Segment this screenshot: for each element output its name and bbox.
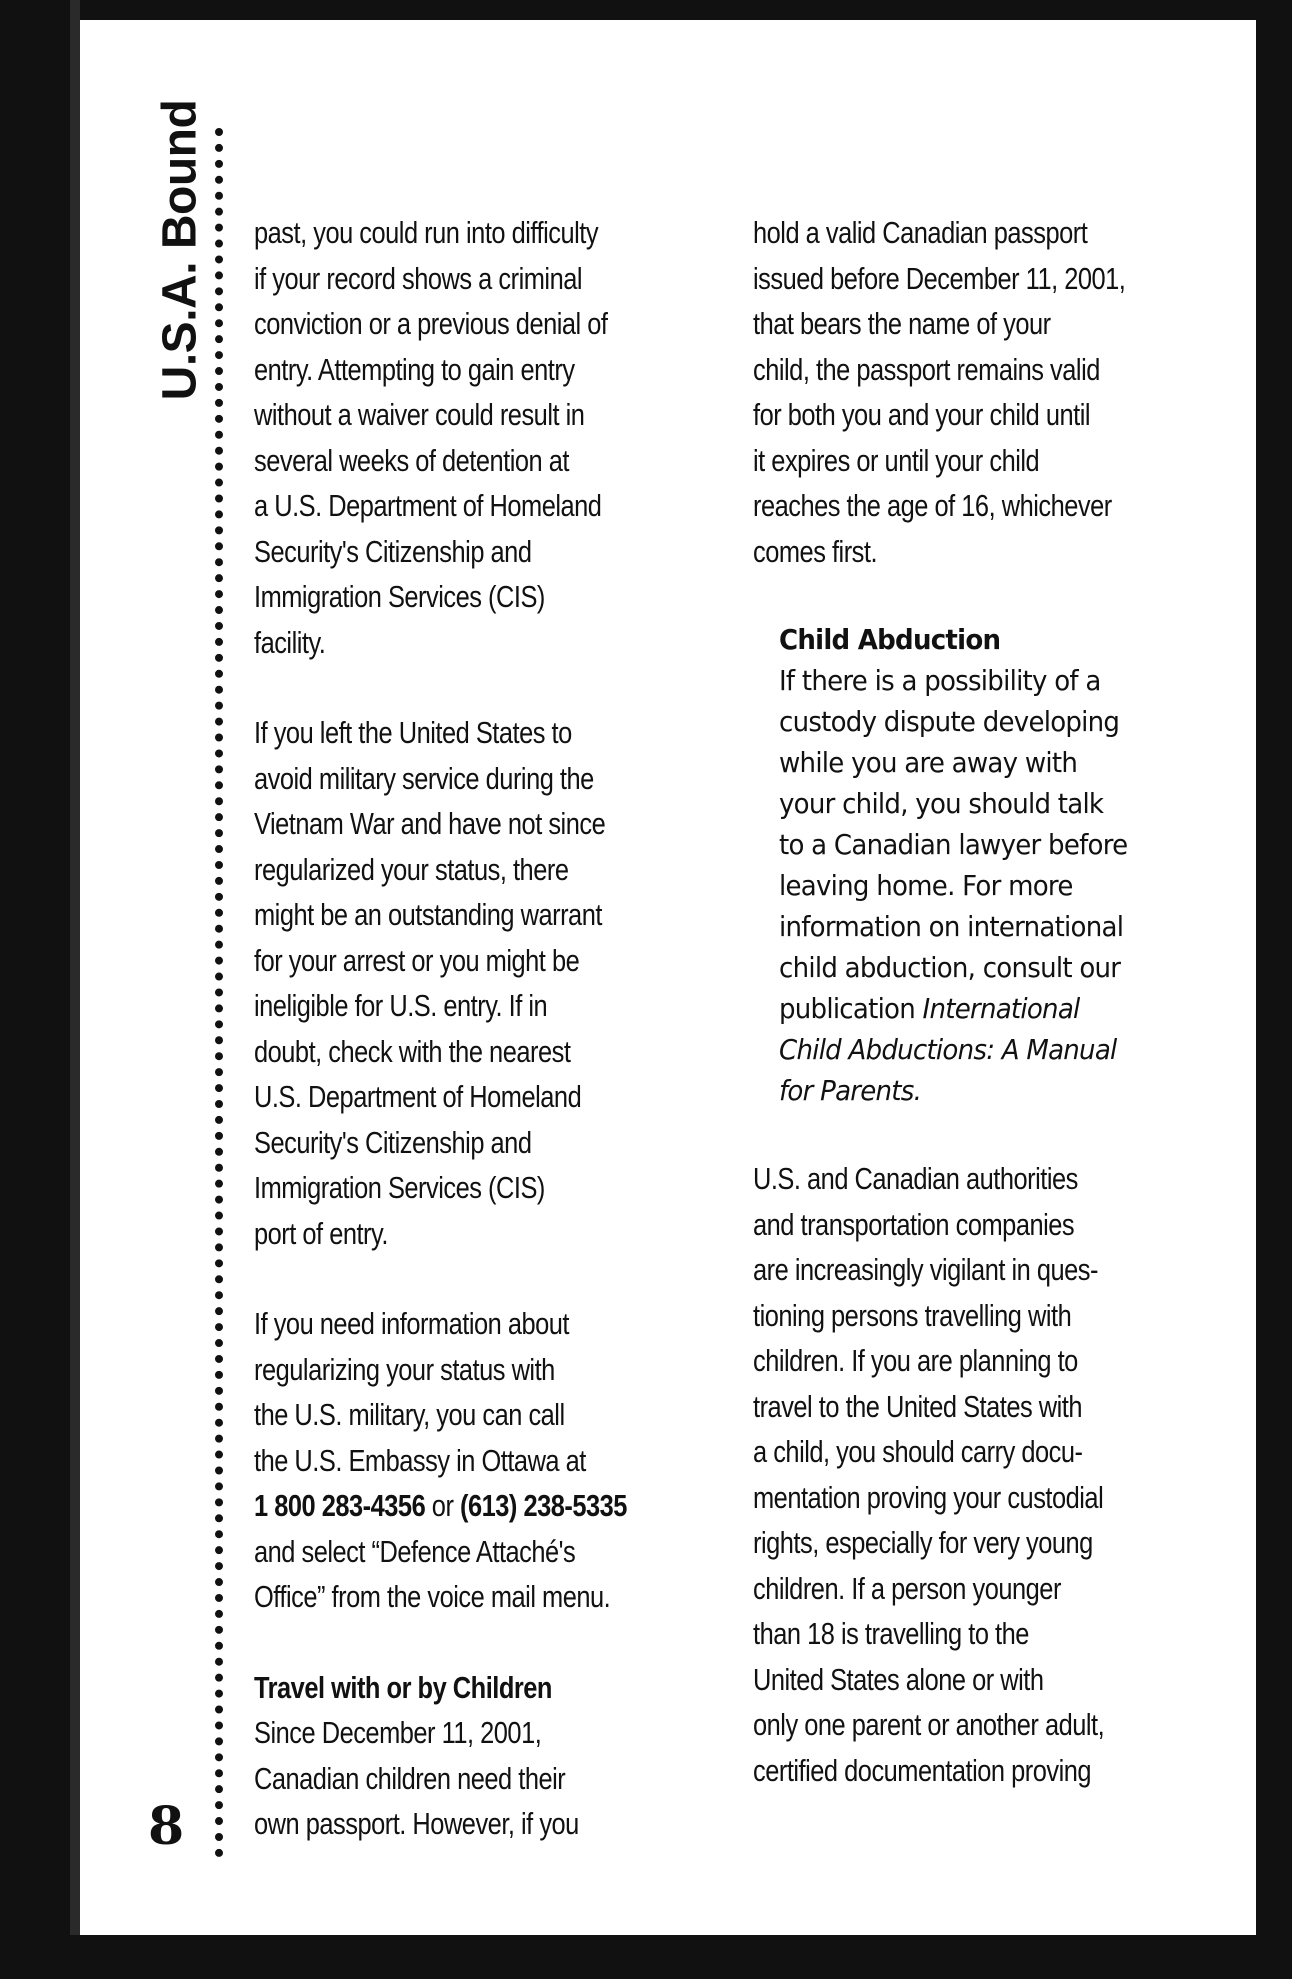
text-line: and select “Defence Attaché's [254, 1533, 576, 1569]
text-line: hold a valid Canadian passport [753, 215, 1088, 250]
text-line: regularized your status, there [254, 851, 569, 887]
text-line: for your arrest or you might be [254, 942, 580, 978]
text-line: Immigration Services (CIS) [254, 579, 545, 614]
text-line: the U.S. military, you can call [254, 1397, 565, 1432]
paragraph-military-service [254, 710, 724, 1256]
text-line: avoid military service during the [254, 760, 594, 796]
text-line: Office” from the voice mail menu. [254, 1579, 611, 1614]
text-line: own passport. However, if you [254, 1806, 579, 1841]
text-line: mentation proving your custodial [753, 1479, 1104, 1515]
paragraph-gap [254, 1620, 724, 1665]
text-line: your child, you should talk [779, 787, 1104, 820]
text-line: without a waiver could result in [254, 397, 585, 432]
left-column [254, 210, 724, 1847]
text-line: information on international [779, 910, 1124, 943]
paragraph-gap [753, 1111, 1223, 1156]
text-line: than 18 is travelling to the [753, 1616, 1029, 1651]
text-line: might be an outstanding warrant [254, 897, 602, 932]
text-line: several weeks of detention at [254, 442, 569, 478]
publication-prefix: publication [779, 992, 923, 1025]
text-line: children. If you are planning to [753, 1343, 1078, 1378]
text-line: it expires or until your child [753, 442, 1040, 478]
publication-title: for Parents. [779, 1074, 922, 1107]
text-line: only one parent or another adult, [753, 1707, 1105, 1742]
paragraph-gap [753, 574, 1223, 619]
text-line: ineligible for U.S. entry. If in [254, 988, 548, 1023]
text-line: facility. [254, 624, 326, 660]
text-line: Since December 11, 2001, [254, 1715, 542, 1750]
dotted-divider [215, 128, 223, 1858]
text-line: Security's Citizenship and [254, 533, 532, 569]
publication-title: Child Abductions: A Manual [779, 1033, 1117, 1066]
section-travel-with-children [254, 1665, 724, 1847]
text-line: Canadian children need their [254, 1760, 566, 1796]
paragraph-record-waiver [254, 210, 724, 665]
text-line: doubt, check with the nearest [254, 1033, 571, 1069]
sidebar-title: Child Abduction [779, 623, 1001, 656]
phone-or: or [425, 1488, 460, 1523]
page-number: 8 [148, 1796, 185, 1857]
text-line: Immigration Services (CIS) [254, 1170, 545, 1205]
text-line: if your record shows a criminal [254, 260, 583, 296]
scan-edge-left [0, 0, 80, 1979]
text-line: U.S. Department of Homeland [254, 1079, 582, 1114]
scan-edge-top [0, 0, 1292, 20]
text-line: If there is a possibility of a [779, 664, 1101, 697]
sidebar-child-abduction [779, 619, 1223, 1111]
text-line: custody dispute developing [779, 705, 1120, 738]
text-line: a U.S. Department of Homeland [254, 488, 602, 523]
text-line: are increasingly vigilant in ques- [753, 1252, 1098, 1287]
text-line: port of entry. [254, 1215, 388, 1251]
text-line: and transportation companies [753, 1206, 1075, 1242]
paragraph-custodial-documentation [753, 1156, 1223, 1793]
text-line: travel to the United States with [753, 1388, 1083, 1424]
scan-edge-right [1256, 0, 1292, 1979]
running-head: U.S.A. Bound [153, 99, 207, 401]
text-line: tioning persons travelling with [753, 1297, 1072, 1333]
text-line: a child, you should carry docu- [753, 1434, 1083, 1469]
text-line: conviction or a previous denial of [254, 306, 608, 341]
text-line: Vietnam War and have not since [254, 806, 606, 841]
text-line: the U.S. Embassy in Ottawa at [254, 1442, 586, 1478]
publication-title: International [922, 992, 1080, 1025]
phone-number-local: (613) 238-5335 [459, 1488, 627, 1523]
text-line [779, 988, 1192, 1029]
text-line: entry. Attempting to gain entry [254, 351, 575, 387]
text-line: rights, especially for very young [753, 1525, 1093, 1560]
text-line: issued before December 11, 2001, [753, 260, 1126, 296]
paragraph-gap [254, 665, 724, 710]
right-column [753, 210, 1223, 1793]
paragraph-embassy-contact [254, 1301, 724, 1620]
paragraph-gap [254, 1256, 724, 1301]
phone-number-toll-free: 1 800 283-4356 [254, 1488, 426, 1523]
text-line: leaving home. For more [779, 869, 1073, 902]
text-line: Security's Citizenship and [254, 1124, 532, 1160]
text-line: that bears the name of your [753, 306, 1051, 341]
text-line: United States alone or with [753, 1661, 1044, 1697]
text-line: past, you could run into difficulty [254, 215, 599, 250]
section-heading: Travel with or by Children [254, 1669, 552, 1705]
scan-edge-bottom [0, 1935, 1292, 1979]
text-line: reaches the age of 16, whichever [753, 488, 1112, 523]
text-line: If you need information about [254, 1306, 570, 1341]
text-line: If you left the United States to [254, 715, 572, 750]
text-line: for both you and your child until [753, 397, 1091, 432]
text-line: regularizing your status with [254, 1351, 555, 1387]
text-line: child, the passport remains valid [753, 351, 1100, 387]
text-line: children. If a person younger [753, 1570, 1061, 1606]
phone-line [254, 1483, 639, 1529]
text-line: to a Canadian lawyer before [779, 828, 1128, 861]
text-line: U.S. and Canadian authorities [753, 1161, 1078, 1196]
text-line: while you are away with [779, 746, 1078, 779]
text-line: comes first. [753, 533, 878, 569]
text-line: certified documentation proving [753, 1752, 1092, 1788]
text-line: child abduction, consult our [779, 951, 1121, 984]
paragraph-passport-validity [753, 210, 1223, 574]
